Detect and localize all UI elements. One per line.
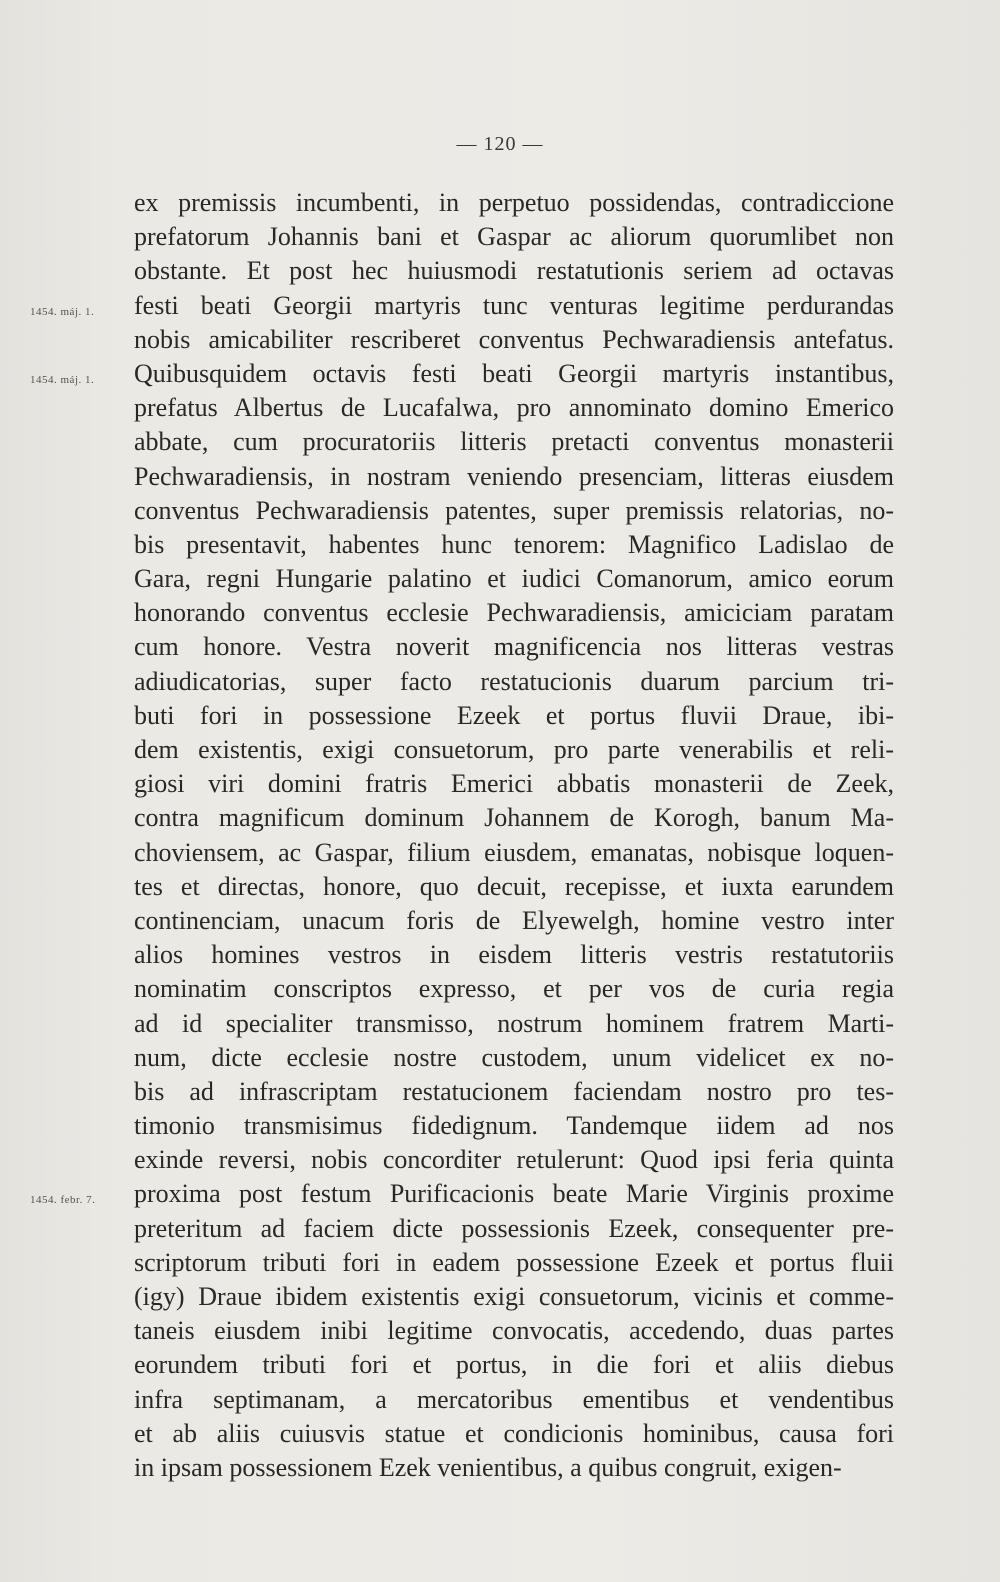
- text-line: [134, 630, 894, 664]
- text-line: [30, 1177, 894, 1211]
- text-line: [134, 1348, 894, 1382]
- line-text: giosi viri domini fratris Emerici abbatis monasterii de Zeek,: [134, 769, 894, 799]
- text-line: [134, 596, 894, 630]
- text-line: [134, 562, 894, 596]
- line-text: conventus Pechwaradiensis patentes, super premissis relatorias, no-: [134, 495, 894, 525]
- text-line: [134, 528, 894, 562]
- line-text: abbate, cum procuratoriis litteris pretacti conventus monasterii: [134, 427, 894, 457]
- line-text: proxima post festum Purificacionis beate Marie Virginis proxime: [134, 1179, 894, 1209]
- text-line: [134, 323, 894, 357]
- text-line: [134, 1314, 894, 1348]
- line-text: ex premissis incumbenti, in perpetuo possidendas, contradiccione: [134, 188, 894, 217]
- text-line: [30, 289, 894, 323]
- text-line: [134, 1041, 894, 1075]
- text-line: [134, 460, 894, 494]
- line-text: alios homines vestros in eisdem litteris vestris restatutoriis: [134, 940, 894, 970]
- line-text: nobis amicabiliter rescriberet conventus Pechwaradiensis antefatus.: [134, 324, 894, 354]
- text-line: [134, 254, 894, 288]
- text-line: [134, 1212, 894, 1246]
- margin-date-note: 1454. máj. 1.: [30, 305, 95, 318]
- line-text: num, dicte ecclesie nostre custodem, unum videlicet ex no-: [134, 1042, 894, 1072]
- text-line: [134, 699, 894, 733]
- text-line: [134, 1007, 894, 1041]
- text-line: [134, 733, 894, 767]
- line-text: dem existentis, exigi consuetorum, pro parte venerabilis et reli-: [134, 735, 894, 764]
- line-text: (igy) Draue ibidem existentis exigi consuetorum, vicinis et comme-: [134, 1282, 894, 1311]
- line-text: obstante. Et post hec huiusmodi restatutionis seriem ad octavas: [134, 256, 894, 286]
- line-text: continenciam, unacum foris de Elyewelgh, homine vestro inter: [134, 905, 894, 935]
- line-text: eorundem tributi fori et portus, in die fori et aliis diebus: [134, 1350, 894, 1380]
- text-line: [134, 1109, 894, 1143]
- line-text: Quibusquidem octavis festi beati Georgii martyris instantibus,: [134, 358, 894, 388]
- line-text: tes et directas, honore, quo decuit, recepisse, et iuxta earundem: [134, 871, 894, 901]
- text-line: [134, 1451, 894, 1485]
- line-text: cum honore. Vestra noverit magnificencia nos litteras vestras: [134, 632, 894, 662]
- text-line: [134, 220, 894, 254]
- line-text: infra septimanam, a mercatoribus ementibus et vendentibus: [134, 1384, 894, 1414]
- text-line: [134, 1280, 894, 1314]
- line-text: contra magnificum dominum Johannem de Korogh, banum Ma-: [134, 803, 894, 833]
- text-line: [134, 665, 894, 699]
- line-text: timonio transmisimus fidedignum. Tandemque iidem ad nos: [134, 1111, 894, 1141]
- line-text: Gara, regni Hungarie palatino et iudici Comanorum, amico eorum: [134, 564, 894, 594]
- line-text: choviensem, ac Gaspar, filium eiusdem, emanatas, nobisque loquen-: [134, 837, 894, 867]
- text-line: [134, 494, 894, 528]
- line-text: prefatorum Johannis bani et Gaspar ac aliorum quorumlibet non: [134, 222, 894, 252]
- line-text: festi beati Georgii martyris tunc venturas legitime perdurandas: [134, 290, 894, 320]
- line-text: preteritum ad faciem dicte possessionis Ezeek, consequenter pre-: [134, 1213, 894, 1243]
- text-line: [134, 1246, 894, 1280]
- body-text: [30, 186, 894, 1485]
- text-line: [134, 938, 894, 972]
- page-number: — 120 —: [456, 133, 544, 155]
- line-text: buti fori in possessione Ezeek et portus fluvii Draue, ibi-: [134, 700, 894, 730]
- line-text: scriptorum tributi fori in eadem possessione Ezeek et portus fluii: [134, 1247, 894, 1277]
- margin-date-note: 1454. febr. 7.: [30, 1194, 96, 1207]
- text-line: [134, 391, 894, 425]
- line-text: honorando conventus ecclesie Pechwaradiensis, amiciciam paratam: [134, 598, 894, 628]
- text-line: [134, 801, 894, 835]
- line-text: bis ad infrascriptam restatucionem faciendam nostro pro tes-: [134, 1076, 894, 1106]
- line-text: bis presentavit, habentes hunc tenorem: Magnifico Ladislao de: [134, 529, 894, 559]
- line-text: nominatim conscriptos expresso, et per vos de curia regia: [134, 974, 894, 1004]
- line-text: in ipsam possessionem Ezek venientibus, a quibus congruit, exigen-: [134, 1452, 842, 1482]
- line-text: taneis eiusdem inibi legitime convocatis, accedendo, duas partes: [134, 1316, 894, 1346]
- text-line: [134, 1383, 894, 1417]
- text-line: [134, 767, 894, 801]
- text-line: [30, 357, 894, 391]
- text-line: [134, 186, 894, 220]
- line-text: Pechwaradiensis, in nostram veniendo presenciam, litteras eiusdem: [134, 461, 894, 491]
- text-line: [134, 972, 894, 1006]
- line-text: et ab aliis cuiusvis statue et condicionis hominibus, causa fori: [134, 1418, 894, 1448]
- line-text: adiudicatorias, super facto restatucionis duarum parcium tri-: [134, 666, 894, 696]
- text-line: [134, 904, 894, 938]
- text-line: [134, 1075, 894, 1109]
- text-line: [134, 1417, 894, 1451]
- margin-date-note: 1454. máj. 1.: [30, 373, 95, 386]
- text-line: [134, 836, 894, 870]
- line-text: exinde reversi, nobis concorditer retulerunt: Quod ipsi feria quinta: [134, 1145, 894, 1175]
- line-text: prefatus Albertus de Lucafalwa, pro annominato domino Emerico: [134, 393, 894, 423]
- text-line: [134, 1143, 894, 1177]
- text-line: [134, 870, 894, 904]
- line-text: ad id specialiter transmisso, nostrum hominem fratrem Marti-: [134, 1008, 894, 1038]
- text-line: [134, 425, 894, 459]
